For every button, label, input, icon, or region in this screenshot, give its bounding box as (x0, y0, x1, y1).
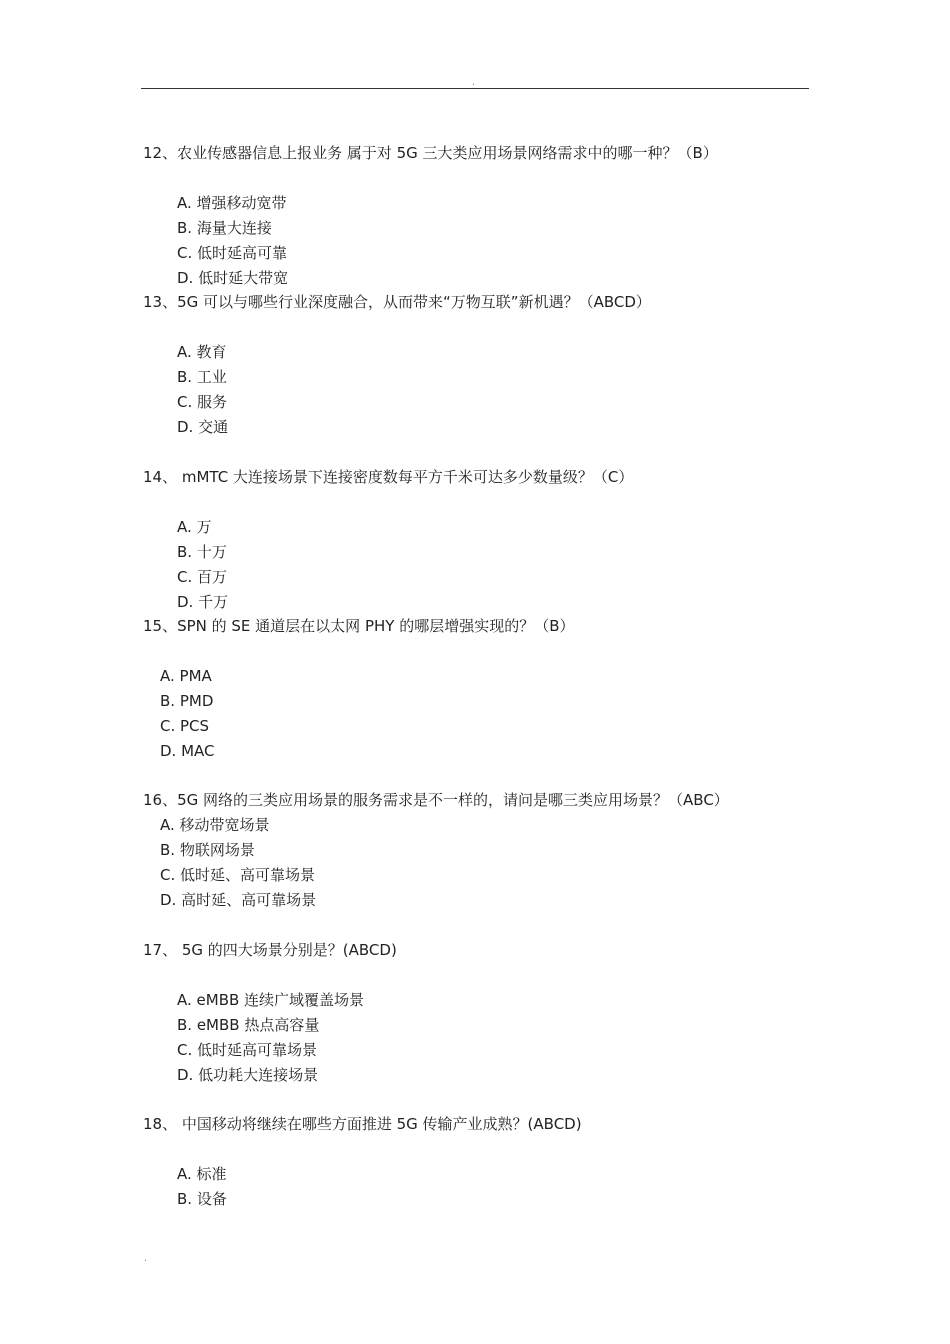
q12-option-c: C. 低时延高可靠 (177, 244, 288, 262)
q14-option-b: B. 十万 (177, 543, 227, 561)
q15-option-b: B. PMD (160, 692, 214, 710)
q12-option-d: D. 低时延大带宽 (177, 269, 289, 287)
question-18: 18、 中国移动将继续在哪些方面推进 5G 传输产业成熟？(ABCD) (143, 1115, 582, 1133)
q13-option-c: C. 服务 (177, 393, 228, 411)
q14-option-c: C. 百万 (177, 568, 228, 586)
q13-option-a: A. 教育 (177, 343, 227, 361)
q15-option-a: A. PMA (160, 667, 212, 685)
q12-option-a: A. 增强移动宽带 (177, 194, 287, 212)
q14-option-a: A. 万 (177, 518, 212, 536)
q17-option-d: D. 低功耗大连接场景 (177, 1066, 319, 1084)
q16-option-a: A. 移动带宽场景 (160, 816, 270, 834)
footer-mark: . (144, 1254, 147, 1264)
q17-option-c: C. 低时延高可靠场景 (177, 1041, 318, 1059)
q16-option-b: B. 物联网场景 (160, 841, 255, 859)
q13-option-d: D. 交通 (177, 418, 229, 436)
question-15: 15、SPN 的 SE 通道层在以太网 PHY 的哪层增强实现的？（B） (143, 617, 575, 635)
question-14: 14、 mMTC 大连接场景下连接密度数每平方千米可达多少数量级？（C） (143, 468, 634, 486)
q17-option-b: B. eMBB 热点高容量 (177, 1016, 320, 1034)
header-mark: . (472, 78, 475, 88)
question-13: 13、5G 可以与哪些行业深度融合，从而带来“万物互联”新机遇？（ABCD） (143, 293, 651, 311)
q12-option-b: B. 海量大连接 (177, 219, 272, 237)
q15-option-d: D. MAC (160, 742, 215, 760)
q17-option-a: A. eMBB 连续广域覆盖场景 (177, 991, 365, 1009)
q18-option-a: A. 标准 (177, 1165, 227, 1183)
q16-option-d: D. 高时延、高可靠场景 (160, 891, 317, 909)
q16-option-c: C. 低时延、高可靠场景 (160, 866, 316, 884)
header-divider (141, 88, 809, 89)
question-16: 16、5G 网络的三类应用场景的服务需求是不一样的，请问是哪三类应用场景？（ABC） (143, 791, 729, 809)
q15-option-c: C. PCS (160, 717, 210, 735)
q18-option-b: B. 设备 (177, 1190, 227, 1208)
question-17: 17、 5G 的四大场景分别是？(ABCD) (143, 941, 397, 959)
question-12: 12、农业传感器信息上报业务 属于对 5G 三大类应用场景网络需求中的哪一种？（B） (143, 144, 718, 162)
q13-option-b: B. 工业 (177, 368, 227, 386)
q14-option-d: D. 千万 (177, 593, 229, 611)
